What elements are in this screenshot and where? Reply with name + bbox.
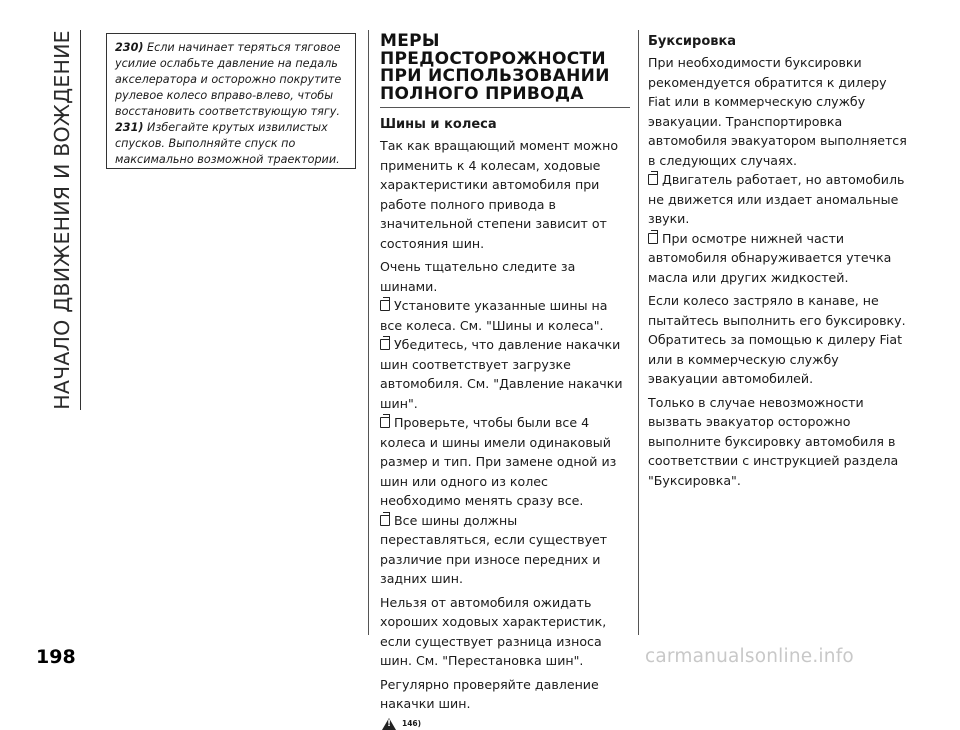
warning-number: 230) bbox=[115, 41, 144, 54]
bullet-text: При осмотре нижней части автомобиля обнаруживается утечка масла или других жидкостей. bbox=[648, 230, 892, 285]
warning-reference bbox=[380, 718, 630, 730]
checkbox-bullet-icon bbox=[380, 300, 390, 311]
watermark: carmanualsonline.info bbox=[645, 646, 854, 667]
heading-line: МЕРЫ bbox=[380, 31, 440, 51]
bullet-text: Установите указанные шины на все колеса. См. "Шины и колеса". bbox=[380, 298, 608, 333]
expect-paragraph: Нельзя от автомобиля ожидать хороших ходовых характеристик, если существует разница износа шин. См. "Перестановка шин". bbox=[380, 594, 607, 668]
page-number: 198 bbox=[36, 646, 76, 668]
side-rule bbox=[80, 30, 81, 410]
section-heading bbox=[380, 33, 630, 108]
bullet-item bbox=[380, 413, 630, 511]
bullet-text: Двигатель работает, но автомобиль не движется или издает аномальные звуки. bbox=[648, 172, 905, 226]
bullet-item bbox=[380, 335, 630, 413]
checkbox-bullet-icon bbox=[380, 515, 390, 526]
towing-paragraph-3: Только в случае невозможности вызвать эвакуатор осторожно выполните буксировку автомобиля в соответствии с инструкцией раздела "Буксировка". bbox=[648, 394, 899, 488]
warning-note bbox=[115, 40, 347, 120]
warning-triangle-icon bbox=[382, 718, 396, 730]
watch-tires-paragraph: Очень тщательно следите за шинами. bbox=[380, 259, 576, 294]
warning-notes-box bbox=[106, 33, 356, 169]
column-divider-2 bbox=[638, 30, 639, 635]
awd-precautions-column bbox=[380, 33, 630, 730]
checkbox-bullet-icon bbox=[380, 417, 390, 428]
warning-note bbox=[115, 120, 347, 168]
warning-text: Избегайте крутых извилистых спусков. Выполняйте спуск по максимально возможной траектории. bbox=[115, 121, 340, 166]
chapter-title-text: НАЧАЛО ДВИЖЕНИЯ И ВОЖДЕНИЕ bbox=[50, 30, 75, 410]
bullet-text: Убедитесь, что давление накачки шин соответствует загрузке автомобиля. См. "Давление накачки шин". bbox=[380, 337, 623, 411]
towing-paragraph-2: Если колесо застряло в канаве, не пытайтесь выполнить его буксировку. Обратитесь за помощью к дилеру Fiat или в коммерческую службу эвакуации автомобилей. bbox=[648, 293, 906, 386]
column-divider-1 bbox=[368, 30, 369, 635]
towing-heading: Буксировка bbox=[648, 34, 737, 49]
warning-number: 231) bbox=[115, 121, 144, 134]
heading-line: ПРЕДОСТОРОЖНОСТИ bbox=[380, 48, 606, 69]
heading-line: ПРИ ИСПОЛЬЗОВАНИИ bbox=[380, 66, 610, 86]
bullet-item bbox=[380, 296, 630, 335]
intro-paragraph: Так как вращающий момент можно применить к 4 колесам, ходовые характеристики автомобиля при работе полного привода в значительной степени зависит от состояния шин. bbox=[380, 138, 619, 251]
towing-column bbox=[648, 33, 910, 490]
chapter-side-title bbox=[44, 30, 80, 410]
regular-check-paragraph: Регулярно проверяйте давление накачки шин. bbox=[380, 676, 599, 711]
subheading-tires: Шины и колеса bbox=[380, 117, 497, 132]
bullet-text: Все шины должны переставляться, если существует различие при износе передних и задних шин. bbox=[380, 512, 608, 586]
bullet-item bbox=[648, 229, 910, 288]
bullet-item bbox=[648, 170, 910, 229]
bullet-text: Проверьте, чтобы были все 4 колеса и шины имели одинаковый размер и тип. При замене одной из шин или одного из колес необходимо менять сразу все. bbox=[380, 415, 617, 508]
bullet-item bbox=[380, 511, 630, 589]
heading-line: ПОЛНОГО ПРИВОДА bbox=[380, 83, 584, 104]
warning-ref-number: 146) bbox=[402, 719, 422, 728]
warning-text: Если начинает теряться тяговое усилие ослабьте давление на педаль акселератора и осторожно покрутите рулевое колесо вправо-влево, чтобы восстановить соответствующую тягу. bbox=[115, 41, 342, 118]
checkbox-bullet-icon bbox=[648, 233, 658, 244]
towing-paragraph-1: При необходимости буксировки рекомендуется обратится к дилеру Fiat или в коммерческую службу эвакуации. Транспортировка автомобиля эвакуатором выполняется в следующих случаях. bbox=[648, 55, 907, 168]
checkbox-bullet-icon bbox=[380, 339, 390, 350]
checkbox-bullet-icon bbox=[648, 174, 658, 185]
